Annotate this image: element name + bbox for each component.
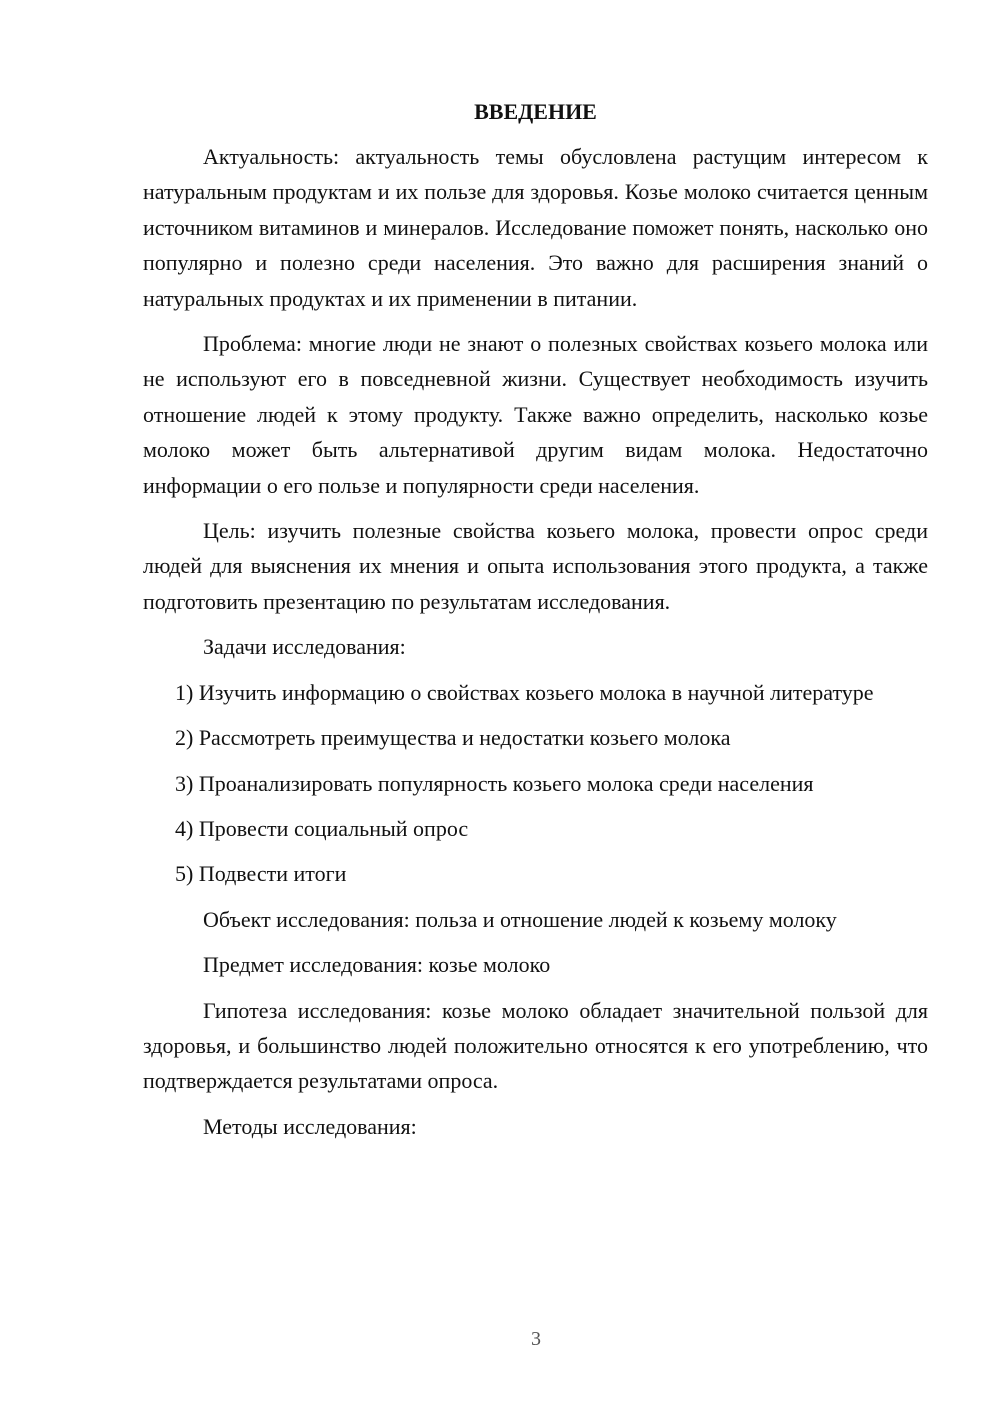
goal-paragraph: Цель: изучить полезные свойства козьего молока, провести опрос среди людей для выяснения их мнения и опыта использования этого продукта, а также подготовить презентацию по результатам исследования. bbox=[143, 518, 928, 614]
section-heading: ВВЕДЕНИЕ bbox=[474, 99, 597, 124]
task-item-3: 3) Проанализировать популярность козьего молока среди населения bbox=[175, 770, 814, 796]
task-item-2: 2) Рассмотреть преимущества и недостатки козьего молока bbox=[175, 725, 731, 751]
subject-paragraph: Предмет исследования: козье молоко bbox=[203, 952, 551, 978]
task-item-5: 5) Подвести итоги bbox=[175, 861, 347, 887]
object-paragraph: Объект исследования: польза и отношение людей к козьему молоку bbox=[203, 906, 837, 932]
page-number: 3 bbox=[531, 1328, 541, 1350]
tasks-title: Задачи исследования: bbox=[203, 634, 406, 660]
page-content bbox=[143, 94, 928, 1154]
methods-title: Методы исследования: bbox=[203, 1113, 417, 1139]
task-item-1: 1) Изучить информацию о свойствах козьего молока в научной литературе bbox=[175, 679, 874, 705]
task-item-4: 4) Провести социальный опрос bbox=[175, 815, 469, 841]
relevance-paragraph: Актуальность: актуальность темы обусловлена растущим интересом к натуральным продуктам и их пользе для здоровья. Козье молоко считается ценным источником витаминов и минералов. Исследование поможет понять, насколько оно популярно и полезно среди населения. Это важно для расширения знаний о натуральных продуктах и их применении в питании. bbox=[143, 144, 928, 311]
hypothesis-paragraph: Гипотеза исследования: козье молоко обладает значительной пользой для здоровья, и большинство людей положительно относятся к его употреблению, что подтверждается результатами опроса. bbox=[143, 997, 928, 1094]
problem-paragraph: Проблема: многие люди не знают о полезных свойствах козьего молока или не используют его в повседневной жизни. Существует необходимость изучить отношение людей к этому продукту. Также важно определить, насколько козье молоко может быть альтернативой другим видам молока. Недостаточно информации о его пользе и популярности среди населения. bbox=[143, 331, 928, 498]
